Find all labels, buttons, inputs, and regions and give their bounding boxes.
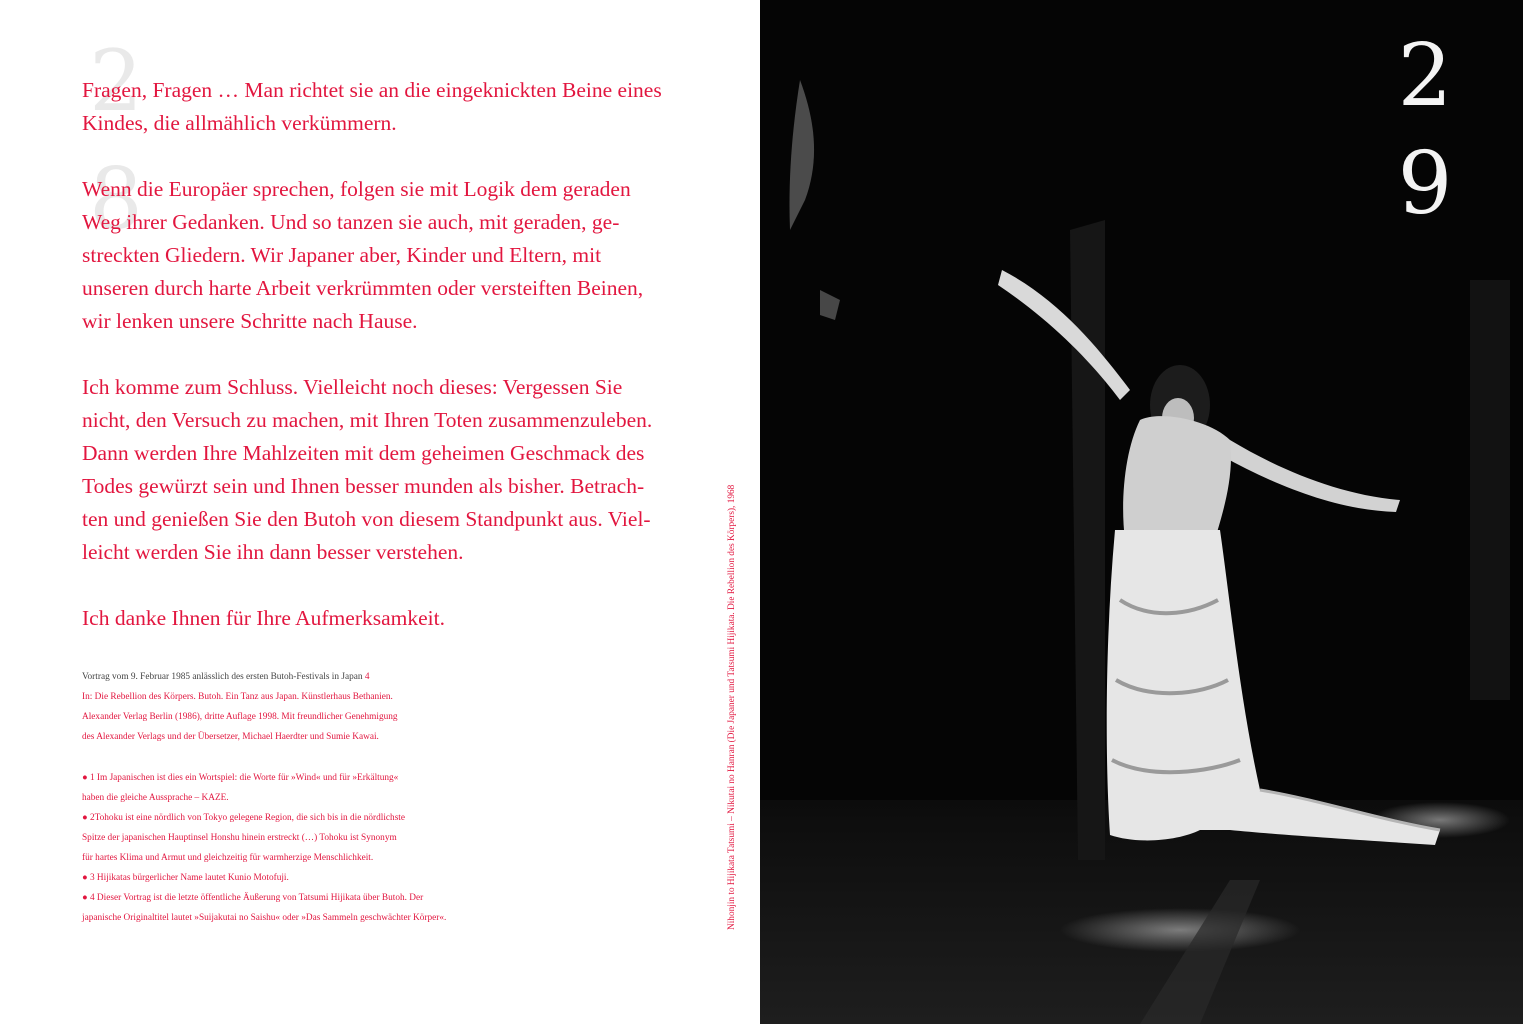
credit-text: Vortrag vom 9. Februar 1985 anlässlich des ersten Butoh-Festivals in Japan [82, 672, 363, 682]
footnote: ● 4 Dieser Vortrag ist die letzte öffentliche Äußerung von Tatsumi Hijikata über Butoh. Der japanische Originaltitel lautet »Suijakutai no Saishu« oder »Das Sammeln geschwächter Körper«. [82, 893, 447, 923]
footnote: ● 1 Im Japanischen ist dies ein Wortspiel: die Worte für »Wind« und für »Erkältung« haben die gleiche Aussprache – KAZE. [82, 773, 399, 803]
page-number-digit: 2 [1397, 26, 1453, 126]
page-number-digit: 9 [1397, 134, 1453, 234]
credits [82, 667, 522, 747]
footnote: ● 3 Hijikatas bürgerlicher Name lautet Kunio Motofuji. [82, 873, 289, 883]
page-number-digit: 2 [89, 32, 143, 130]
credit-line [82, 667, 522, 687]
photo-caption: Nihonjin to Hijikata Tatsumi – Nikutai no Hanran (Die Japaner und Tatsumi Hijikata. Die Rebellion des Körpers), 1968 [727, 484, 737, 930]
footnote: ● 2Tohoku ist eine nördlich von Tokyo gelegene Region, die sich bis in die nördlichste Spitze der japanischen Hauptinsel Honshu hinein erstreckt (…) Tohoku ist Synonym für hartes Klima und Armut und gleichzeitig für warmherzige Menschlichkeit. [82, 813, 406, 863]
page-number-digit: 8 [89, 150, 143, 248]
paragraph: Ich komme zum Schluss. Vielleicht noch dieses: Vergessen Sie nicht, den Versuch zu machen, mit Ihren Toten zusammenzuleben. Dann werden Ihre Mahlzeiten mit dem geheimen Geschmack des Todes gewürzt sein und Ihnen besser munden als bisher. Betrach- ten und genießen Sie den Butoh von diesem Standpunkt aus. Viel- leicht werden Sie ihn dann besser verstehen. [82, 375, 653, 564]
paragraph: Fragen, Fragen … Man richtet sie an die eingeknickten Beine eines Kindes, die allmählich verkümmern. [82, 78, 662, 135]
page-number-right [1380, 22, 1470, 238]
footnotes [82, 768, 522, 928]
paragraph: Ich danke Ihnen für Ihre Aufmerksamkeit. [82, 606, 445, 630]
source-citation: In: Die Rebellion des Körpers. Butoh. Ein Tanz aus Japan. Künstlerhaus Bethanien. Alexander Verlag Berlin (1986), dritte Auflage 1998. Mit freundlicher Genehmigung des Alexander Verlags und der Übersetzer, Michael Haerdter und Sumie Kawai. [82, 692, 398, 742]
body-text [82, 74, 722, 668]
paragraph: Wenn die Europäer sprechen, folgen sie mit Logik dem geraden Weg ihrer Gedanken. Und so tanzen sie auch, mit geraden, ge- streckten Gliedern. Wir Japaner aber, Kinder und Eltern, mit unseren durch harte Arbeit verkrümmten oder versteiften Beinen, wir lenken unsere Schritte nach Hause. [82, 177, 644, 333]
left-page [0, 0, 760, 1024]
footnote-marker: 4 [364, 672, 370, 682]
dancer-photograph [760, 0, 1523, 1024]
